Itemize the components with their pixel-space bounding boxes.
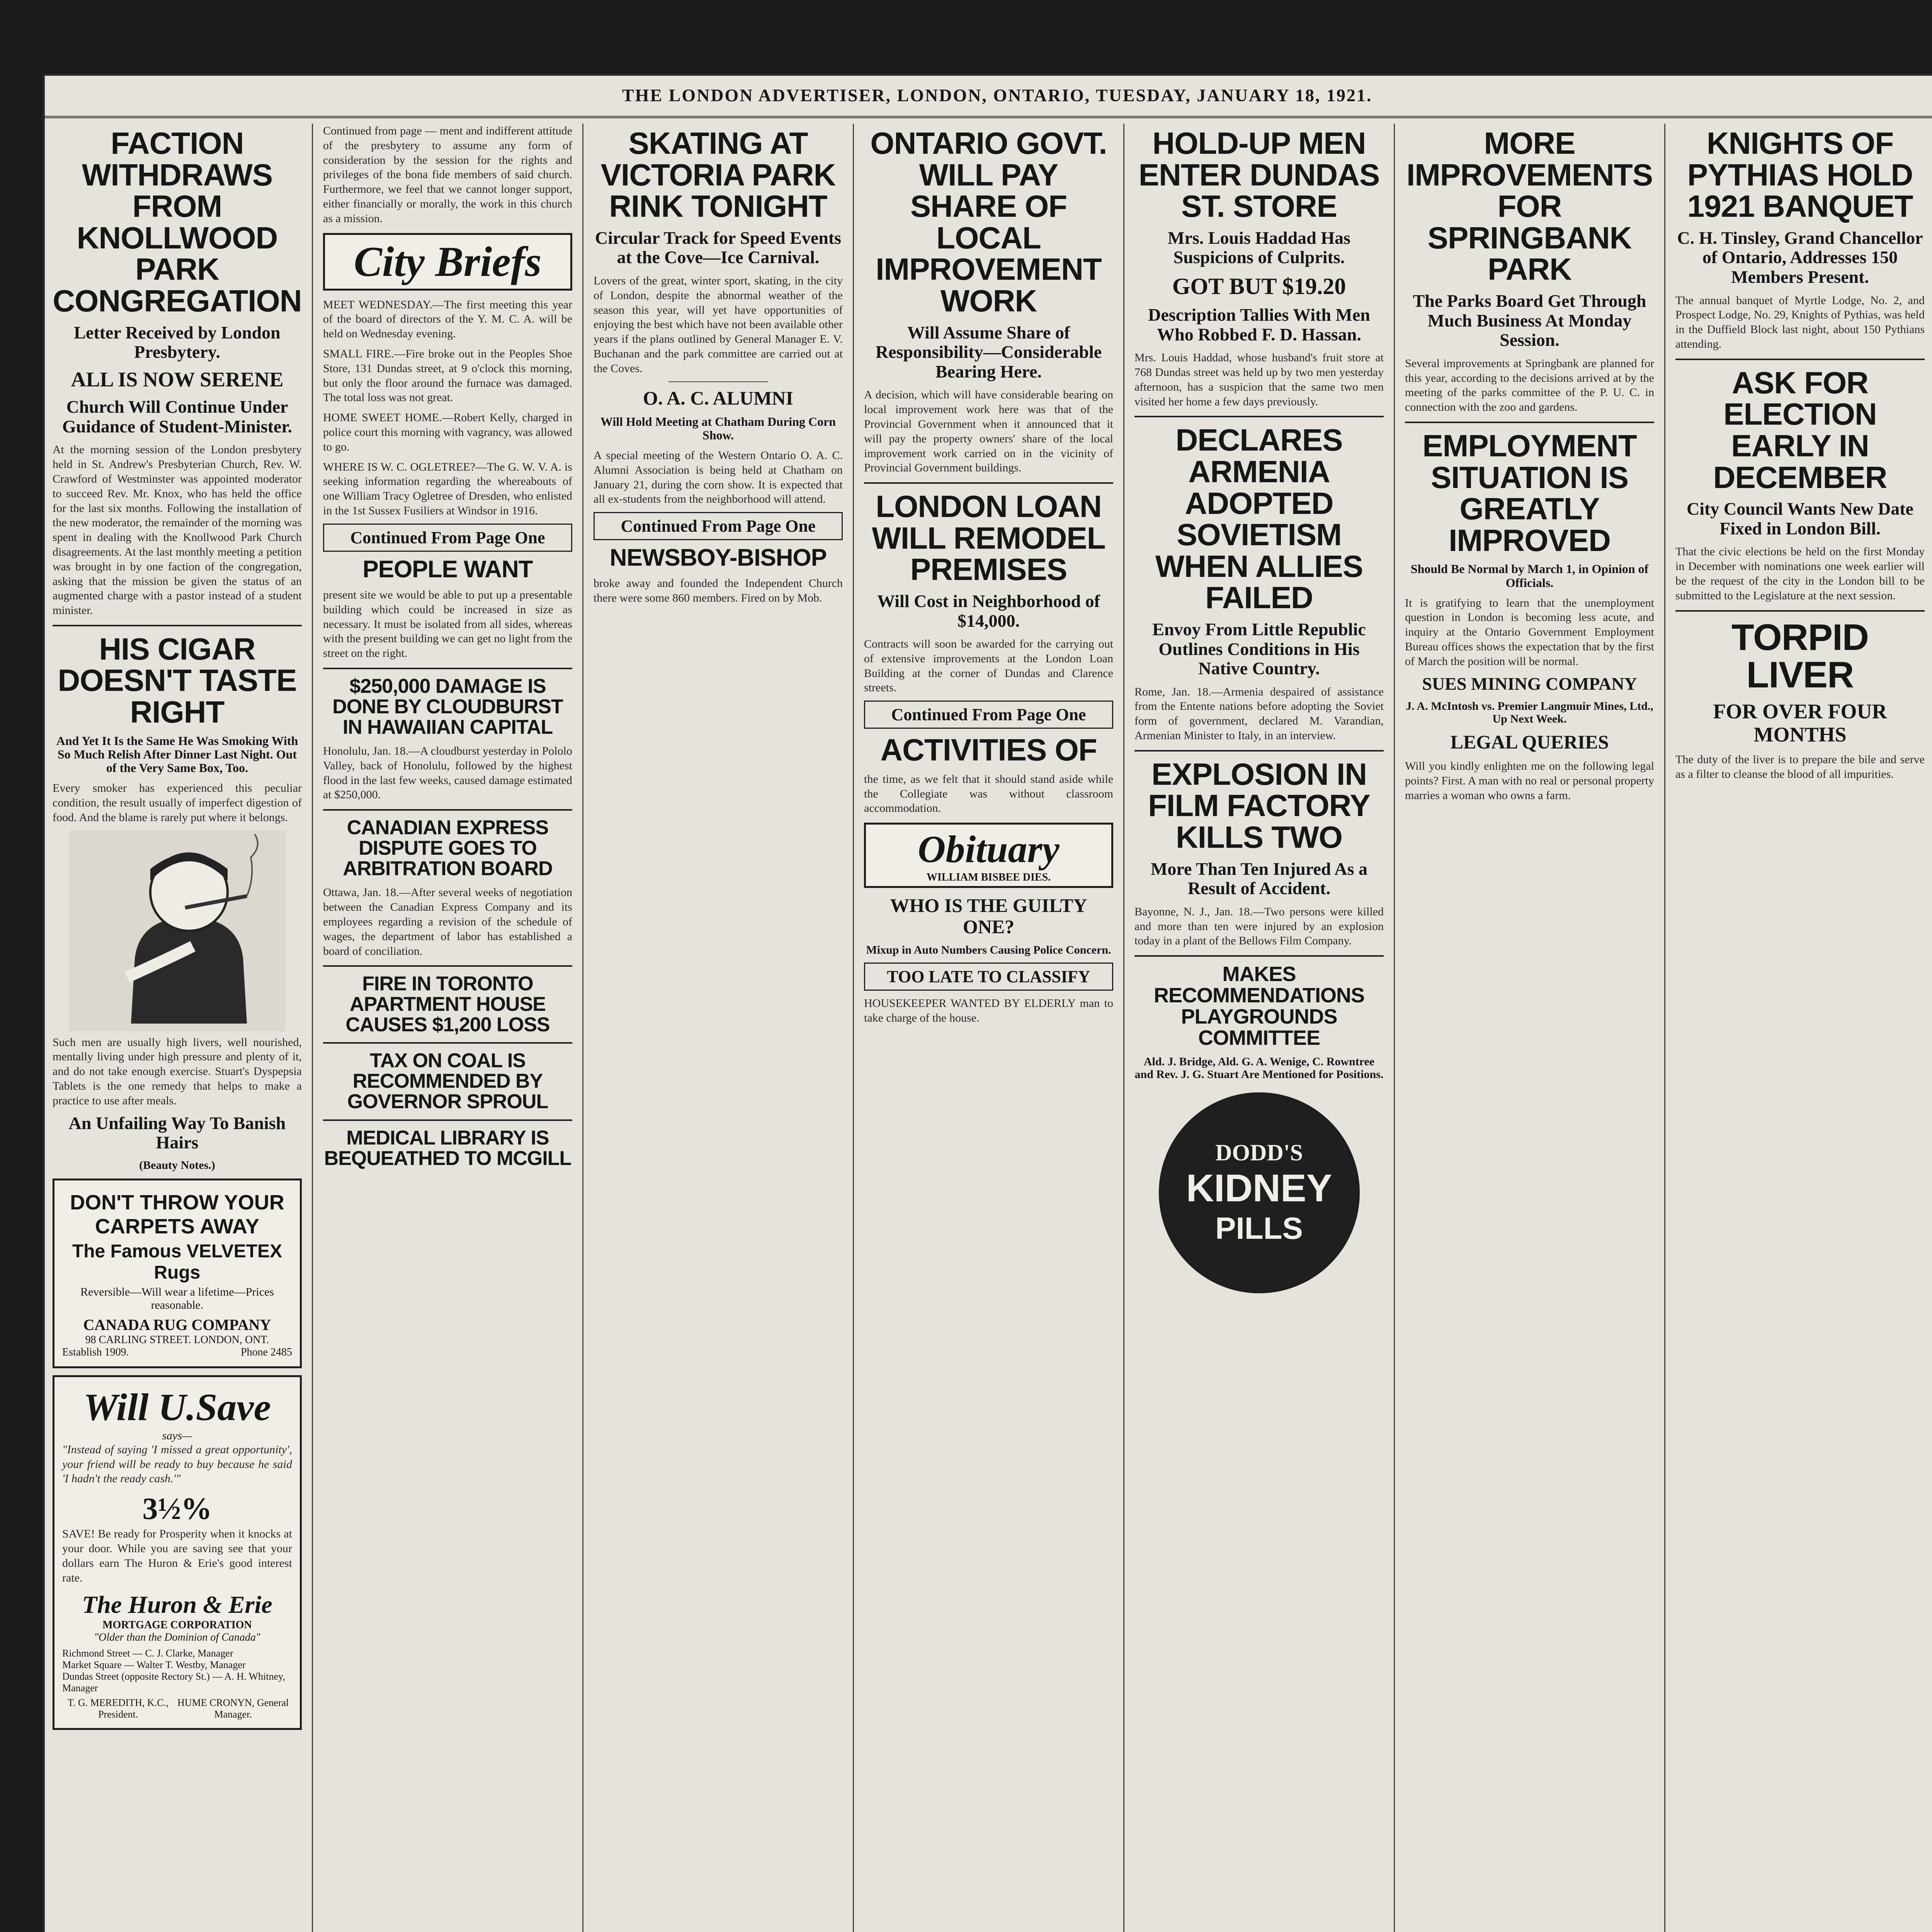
he-gm: HUME CRONYN, General Manager. bbox=[177, 1697, 289, 1720]
headline-pythias: KNIGHTS OF PYTHIAS HOLD 1921 BANQUET bbox=[1687, 126, 1913, 224]
divider bbox=[323, 965, 572, 967]
divider bbox=[323, 668, 572, 669]
divider bbox=[323, 1119, 572, 1121]
divider bbox=[1675, 610, 1925, 612]
headline-armenia: DECLARES ARMENIA ADOPTED SOVIETISM WHEN ALLIES FAILED bbox=[1155, 423, 1363, 615]
save-body: SAVE! Be ready for Prosperity when it knocks at your door. While you are saving see that your dollars earn The Huron & Erie's good interest rate. bbox=[62, 1527, 292, 1584]
rugs-address: 98 CARLING STREET. LONDON, ONT. bbox=[85, 1333, 269, 1346]
masthead-dateline: THE LONDON ADVERTISER, LONDON, ONTARIO, TUESDAY, JANUARY 18, 1921. bbox=[622, 85, 1372, 105]
column-3 bbox=[583, 124, 854, 1932]
article-legal: Will you kindly enlighten me on the following legal points? First. A man with no real or personal property marries a woman who owns a farm. bbox=[1405, 760, 1654, 802]
divider bbox=[1675, 359, 1925, 360]
divider bbox=[1405, 422, 1654, 423]
city-briefs-title: City Briefs bbox=[354, 238, 542, 285]
rugs-line: The Famous VELVETEX Rugs bbox=[72, 1241, 282, 1283]
he-name: The Huron & Erie bbox=[82, 1591, 272, 1619]
save-says: says— bbox=[162, 1429, 192, 1442]
subhead-employment: Should Be Normal by March 1, in Opinion of Officials. bbox=[1410, 562, 1649, 590]
save-quote: "Instead of saying 'I missed a great opportunity', your friend will be ready to buy because he said 'I hadn't the ready cash.'" bbox=[62, 1443, 292, 1485]
subhead-armenia: Envoy From Little Republic Outlines Conditions in His Native Country. bbox=[1152, 619, 1366, 679]
subhead-got: GOT BUT $19.20 bbox=[1172, 273, 1346, 299]
article-employment: It is gratifying to learn that the unemployment question in London is becoming less acute, and inquiry at the Ontario Government Employment Bureau offices shows the expectation that by the first of March the position will be normal. bbox=[1405, 596, 1654, 668]
headline-knollwood: FACTION WITHDRAWS FROM KNOLLWOOD PARK CONGREGATION bbox=[53, 126, 302, 318]
continued-label: Continued From Page One bbox=[864, 701, 1113, 729]
city-briefs-banner bbox=[323, 233, 572, 291]
rugs-company: CANADA RUG COMPANY bbox=[83, 1316, 271, 1333]
subhead-cigar: And Yet It Is the Same He Was Smoking With So Much Relish After Dinner Last Night. Out of the Very Same Box, Too. bbox=[56, 733, 298, 775]
divider bbox=[53, 625, 302, 626]
article-election: That the civic elections be held on the first Monday in December with nominations one week earlier will be the request of the city in the London bill to be submitted to the Legislature at the next session. bbox=[1675, 545, 1925, 602]
column-4 bbox=[854, 124, 1124, 1932]
article-knollwood: At the morning session of the London presbytery held in St. Andrew's Presbyterian Church, Rev. W. Crawford of Westminster was appointed moderator to succeed Rev. Mr. Knox, who has held the office for the last six months. Following the installation of the new moderator, the remainder of the morning was spent in dealing with the Knollwood Park Church disagreements. At the last monthly meeting a petition was brought in by one faction of the congregation, asking that the mission be given the status of an augmented charge with a pastor instead of a student minister. bbox=[53, 443, 302, 617]
headline-cloudburst: $250,000 DAMAGE IS DONE BY CLOUDBURST IN HAWAIIAN CAPITAL bbox=[332, 675, 563, 739]
article-springbank: Several improvements at Springbank are planned for this year, according to the decisions arrived at by the meeting of the parks committee of the P. U. C. in connection with the zoo and gardens. bbox=[1405, 357, 1654, 414]
headline-london-loan: LONDON LOAN WILL REMODEL PREMISES bbox=[872, 489, 1105, 587]
column-7 bbox=[1665, 124, 1932, 1932]
subhead-springbank: The Parks Board Get Through Much Business At Monday Session. bbox=[1413, 291, 1646, 350]
obituary-banner bbox=[864, 823, 1113, 888]
headline-people-want: PEOPLE WANT bbox=[362, 556, 533, 583]
column-2 bbox=[313, 124, 583, 1932]
article-pythias: The annual banquet of Myrtle Lodge, No. 2, and Prospect Lodge, No. 29, Knights of Pythias, was held in the Duffield Block last night, about 150 Pythians attending. bbox=[1675, 294, 1925, 350]
headline-mining: SUES MINING COMPANY bbox=[1422, 673, 1637, 694]
subhead-skating: Circular Track for Speed Events at the Cove—Ice Carnival. bbox=[595, 228, 842, 267]
headline-holdup: HOLD-UP MEN ENTER DUNDAS ST. STORE bbox=[1138, 126, 1380, 224]
subhead-ontario-govt: Will Assume Share of Responsibility—Considerable Bearing Here. bbox=[875, 322, 1102, 381]
interest-rate: 3½% bbox=[142, 1492, 212, 1526]
article-continued: Continued from page — ment and indifferent attitude of the presbytery to assume any form of consideration by the session for the rights and privileges of the bona fide members of said church. Furthermore, we feel that we cannot longer support, either financially or morally, the work in this church as a mission. bbox=[323, 124, 572, 225]
newspaper-page bbox=[43, 73, 1932, 1932]
headline-fire: FIRE IN TORONTO APARTMENT HOUSE CAUSES $1,200 LOSS bbox=[345, 973, 550, 1036]
subhead-playgrounds: Ald. J. Bridge, Ald. G. A. Wenige, C. Rowntree and Rev. J. G. Stuart Are Mentioned for Positions. bbox=[1134, 1055, 1384, 1081]
smoker-illustration bbox=[69, 830, 286, 1031]
article-smoker: Such men are usually high livers, well nourished, mentally living under high pressure and plenty of it, and do not take enough exercise. Stuart's Dyspepsia Tablets is the one remedy that helps to make a practice to use after meals. bbox=[53, 1036, 302, 1107]
headline-playgrounds: MAKES RECOMMENDATIONS PLAYGROUNDS COMMITTEE bbox=[1154, 963, 1364, 1050]
article-activities: the time, as we felt that it should stand aside while the Collegiate was without classroom accommodation. bbox=[864, 772, 1113, 815]
headline-springbank: MORE IMPROVEMENTS FOR SPRINGBANK PARK bbox=[1406, 126, 1653, 287]
subhead-torpid: FOR OVER FOUR MONTHS bbox=[1713, 700, 1887, 746]
headline-skating: SKATING AT VICTORIA PARK RINK TONIGHT bbox=[600, 126, 836, 224]
subhead-election: City Council Wants New Date Fixed in London Bill. bbox=[1687, 499, 1913, 538]
divider bbox=[1134, 750, 1384, 752]
article-oac: A special meeting of the Western Ontario O. A. C. Alumni Association is being held at Chatham on January 21, during the corn show. It is expected that all ex-students from the neighborhood will attend. bbox=[594, 449, 843, 506]
headline-cigar: HIS CIGAR DOESN'T TASTE RIGHT bbox=[58, 631, 297, 730]
continued-label: Continued From Page One bbox=[594, 512, 843, 540]
brief-2: SMALL FIRE.—Fire broke out in the Peoples Shoe Store, 131 Dundas street, at 9 o'clock this morning, but only the floor around the furnace was damaged. The total loss was not great. bbox=[323, 347, 572, 404]
subhead-church: Church Will Continue Under Guidance of Student-Minister. bbox=[62, 397, 293, 436]
article-torpid: The duty of the liver is to prepare the bile and serve as a filter to cleanse the blood of all impurities. bbox=[1675, 753, 1925, 781]
divider bbox=[1134, 955, 1384, 957]
dodds-pills-ad bbox=[1159, 1092, 1360, 1293]
he-tag: MORTGAGE CORPORATION bbox=[102, 1619, 252, 1631]
subhead-description: Description Tallies With Men Who Robbed F. D. Hassan. bbox=[1148, 304, 1370, 344]
headline-ontario-govt: ONTARIO GOVT. WILL PAY SHARE OF LOCAL IMPROVEMENT WORK bbox=[870, 126, 1107, 318]
column-1 bbox=[43, 124, 313, 1932]
dodds-line-1: DODD'S bbox=[1215, 1139, 1303, 1165]
rugs-est: Establish 1909. bbox=[62, 1346, 129, 1358]
too-late-label: TOO LATE TO CLASSIFY bbox=[864, 963, 1113, 991]
brief-4: WHERE IS W. C. OGLETREE?—The G. W. V. A. is seeking information regarding the whereabouts of one William Tracy Ogletree of Dresden, who enlisted in the 1st Sussex Fusiliers at Windsor in 1916. bbox=[323, 460, 572, 517]
divider bbox=[323, 809, 572, 811]
column-5 bbox=[1124, 124, 1395, 1932]
article-london-loan: Contracts will soon be awarded for the carrying out of extensive improvements at the London Loan Building at the corner of Dundas and Clarence streets. bbox=[864, 638, 1113, 694]
article-holdup: Mrs. Louis Haddad, whose husband's fruit store at 768 Dundas street was held up by two men yesterday afternoon, has a suspicion that the same two men visited her home a few days previously. bbox=[1134, 351, 1384, 408]
subhead-oac: Will Hold Meeting at Chatham During Corn Show. bbox=[600, 414, 836, 442]
article-skating: Lovers of the great, winter sport, skating, in the city of London, despite the abnormal weather of the season this year, will yet have opportunities of enjoying the best which have not been available other years if the plans outlined by General Manager E. V. Buchanan and the park committee are carried out at the Coves. bbox=[594, 274, 843, 375]
huron-erie-ad bbox=[53, 1375, 302, 1730]
article-newsboy: broke away and founded the Independent Church there were some 860 members. Fired on by Mob. bbox=[594, 577, 843, 605]
divider bbox=[323, 1042, 572, 1044]
headline-express: CANADIAN EXPRESS DISPUTE GOES TO ARBITRATION BOARD bbox=[343, 816, 553, 880]
headline-explosion: EXPLOSION IN FILM FACTORY KILLS TWO bbox=[1148, 757, 1370, 855]
headline-oac: O. A. C. ALUMNI bbox=[643, 387, 793, 409]
headline-guilty: WHO IS THE GUILTY ONE? bbox=[890, 895, 1087, 938]
headline-activities: ACTIVITIES OF bbox=[880, 733, 1097, 767]
obituary-name: WILLIAM BISBEE DIES. bbox=[926, 871, 1051, 884]
he-office-1: Richmond Street — C. J. Clarke, Manager bbox=[62, 1648, 233, 1659]
save-title: Will U.Save bbox=[83, 1385, 271, 1429]
headline-torpid: TORPID LIVER bbox=[1731, 616, 1869, 696]
brief-1: MEET WEDNESDAY.—The first meeting this year of the board of directors of the Y. M. C. A. will be held on Wednesday evening. bbox=[323, 298, 572, 340]
article-ontario-govt: A decision, which will have considerable bearing on local improvement work here was that of the Provincial Government when it announced that it will pay the property owners' share of the local improvement work carried on in the vicinity of Provincial Government buildings. bbox=[864, 388, 1113, 474]
rugs-sub: Reversible—Will wear a lifetime—Prices reasonable. bbox=[80, 1285, 274, 1311]
rugs-ad bbox=[53, 1179, 302, 1368]
masthead bbox=[43, 73, 1932, 118]
divider bbox=[864, 482, 1113, 484]
classified-housekeeper: HOUSEKEEPER WANTED BY ELDERLY man to take charge of the house. bbox=[864, 997, 1113, 1025]
subhead-presbytery: Letter Received by London Presbytery. bbox=[74, 322, 281, 362]
continued-label: Continued From Page One bbox=[323, 524, 572, 552]
column-6 bbox=[1395, 124, 1665, 1932]
headline-medical: MEDICAL LIBRARY IS BEQUEATHED TO MCGILL bbox=[324, 1126, 571, 1170]
subhead-pythias: C. H. Tinsley, Grand Chancellor of Ontario, Addresses 150 Members Present. bbox=[1677, 228, 1923, 287]
divider bbox=[668, 381, 768, 382]
rugs-title: DON'T THROW YOUR CARPETS AWAY bbox=[70, 1190, 284, 1238]
subhead-london-loan: Will Cost in Neighborhood of $14,000. bbox=[877, 591, 1100, 631]
he-office-3: Dundas Street (opposite Rectory St.) — A. H. Whitney, Manager bbox=[62, 1671, 285, 1694]
article-express: Ottawa, Jan. 18.—After several weeks of negotiation between the Canadian Express Company and its employees regarding a revision of the schedule of wages, the department of labor has established a board of conciliation. bbox=[323, 886, 572, 957]
subhead-explosion: More Than Ten Injured As a Result of Accident. bbox=[1150, 859, 1368, 898]
headline-employment: EMPLOYMENT SITUATION IS GREATLY IMPROVED bbox=[1422, 428, 1637, 558]
dodds-line-2: KIDNEY bbox=[1186, 1166, 1332, 1210]
obituary-title: Obituary bbox=[918, 828, 1060, 871]
rugs-phone: Phone 2485 bbox=[241, 1346, 292, 1358]
headline-legal: LEGAL QUERIES bbox=[1450, 731, 1609, 753]
he-older: "Older than the Dominion of Canada" bbox=[94, 1631, 260, 1644]
article-explosion: Bayonne, N. J., Jan. 18.—Two persons were killed and more than ten were injured by an explosion today in a plant of the Bellows Film Company. bbox=[1134, 905, 1384, 947]
headline-coal: TAX ON COAL IS RECOMMENDED BY GOVERNOR SPROUL bbox=[347, 1049, 548, 1113]
headline-newsboy: NEWSBOY-BISHOP bbox=[609, 544, 827, 571]
subhead-serene: ALL IS NOW SERENE bbox=[71, 367, 284, 391]
brief-3: HOME SWEET HOME.—Robert Kelly, charged in police court this morning with vagrancy, was allowed to go. bbox=[323, 411, 572, 453]
article-people-want: present site we would be able to put up a presentable building which could be increased in size as necessary. It must be isolated from all sides, whereas with the present building we can get no light from the street on the right. bbox=[323, 588, 572, 660]
dodds-line-3: PILLS bbox=[1215, 1211, 1303, 1245]
he-office-2: Market Square — Walter T. Westby, Manager bbox=[62, 1659, 246, 1671]
article-cigar: Every smoker has experienced this peculiar condition, the result usually of imperfect digestion of food. And the blame is rarely put where it belongs. bbox=[53, 782, 302, 824]
subhead-mining: J. A. McIntosh vs. Premier Langmuir Mines, Ltd., Up Next Week. bbox=[1406, 700, 1653, 726]
article-armenia: Rome, Jan. 18.—Armenia despaired of assistance from the Entente nations before adopting the Soviet form of government, declared M. Varandian, Armenian Minister to Italy, in an interview. bbox=[1134, 685, 1384, 742]
headline-election: ASK FOR ELECTION EARLY IN DECEMBER bbox=[1713, 365, 1887, 495]
article-cloudburst: Honolulu, Jan. 18.—A cloudburst yesterday in Pololo Valley, back of Honolulu, followed by the highest flood in the last few weeks, caused damage estimated at $250,000. bbox=[323, 745, 572, 801]
hairs-title: An Unfailing Way To Banish Hairs bbox=[68, 1113, 286, 1153]
hairs-sub: (Beauty Notes.) bbox=[139, 1158, 215, 1172]
subhead-holdup: Mrs. Louis Haddad Has Suspicions of Culprits. bbox=[1168, 228, 1350, 267]
subhead-guilty: Mixup in Auto Numbers Causing Police Concern. bbox=[866, 944, 1111, 957]
divider bbox=[1134, 416, 1384, 417]
he-president: T. G. MEREDITH, K.C., President. bbox=[67, 1697, 169, 1720]
